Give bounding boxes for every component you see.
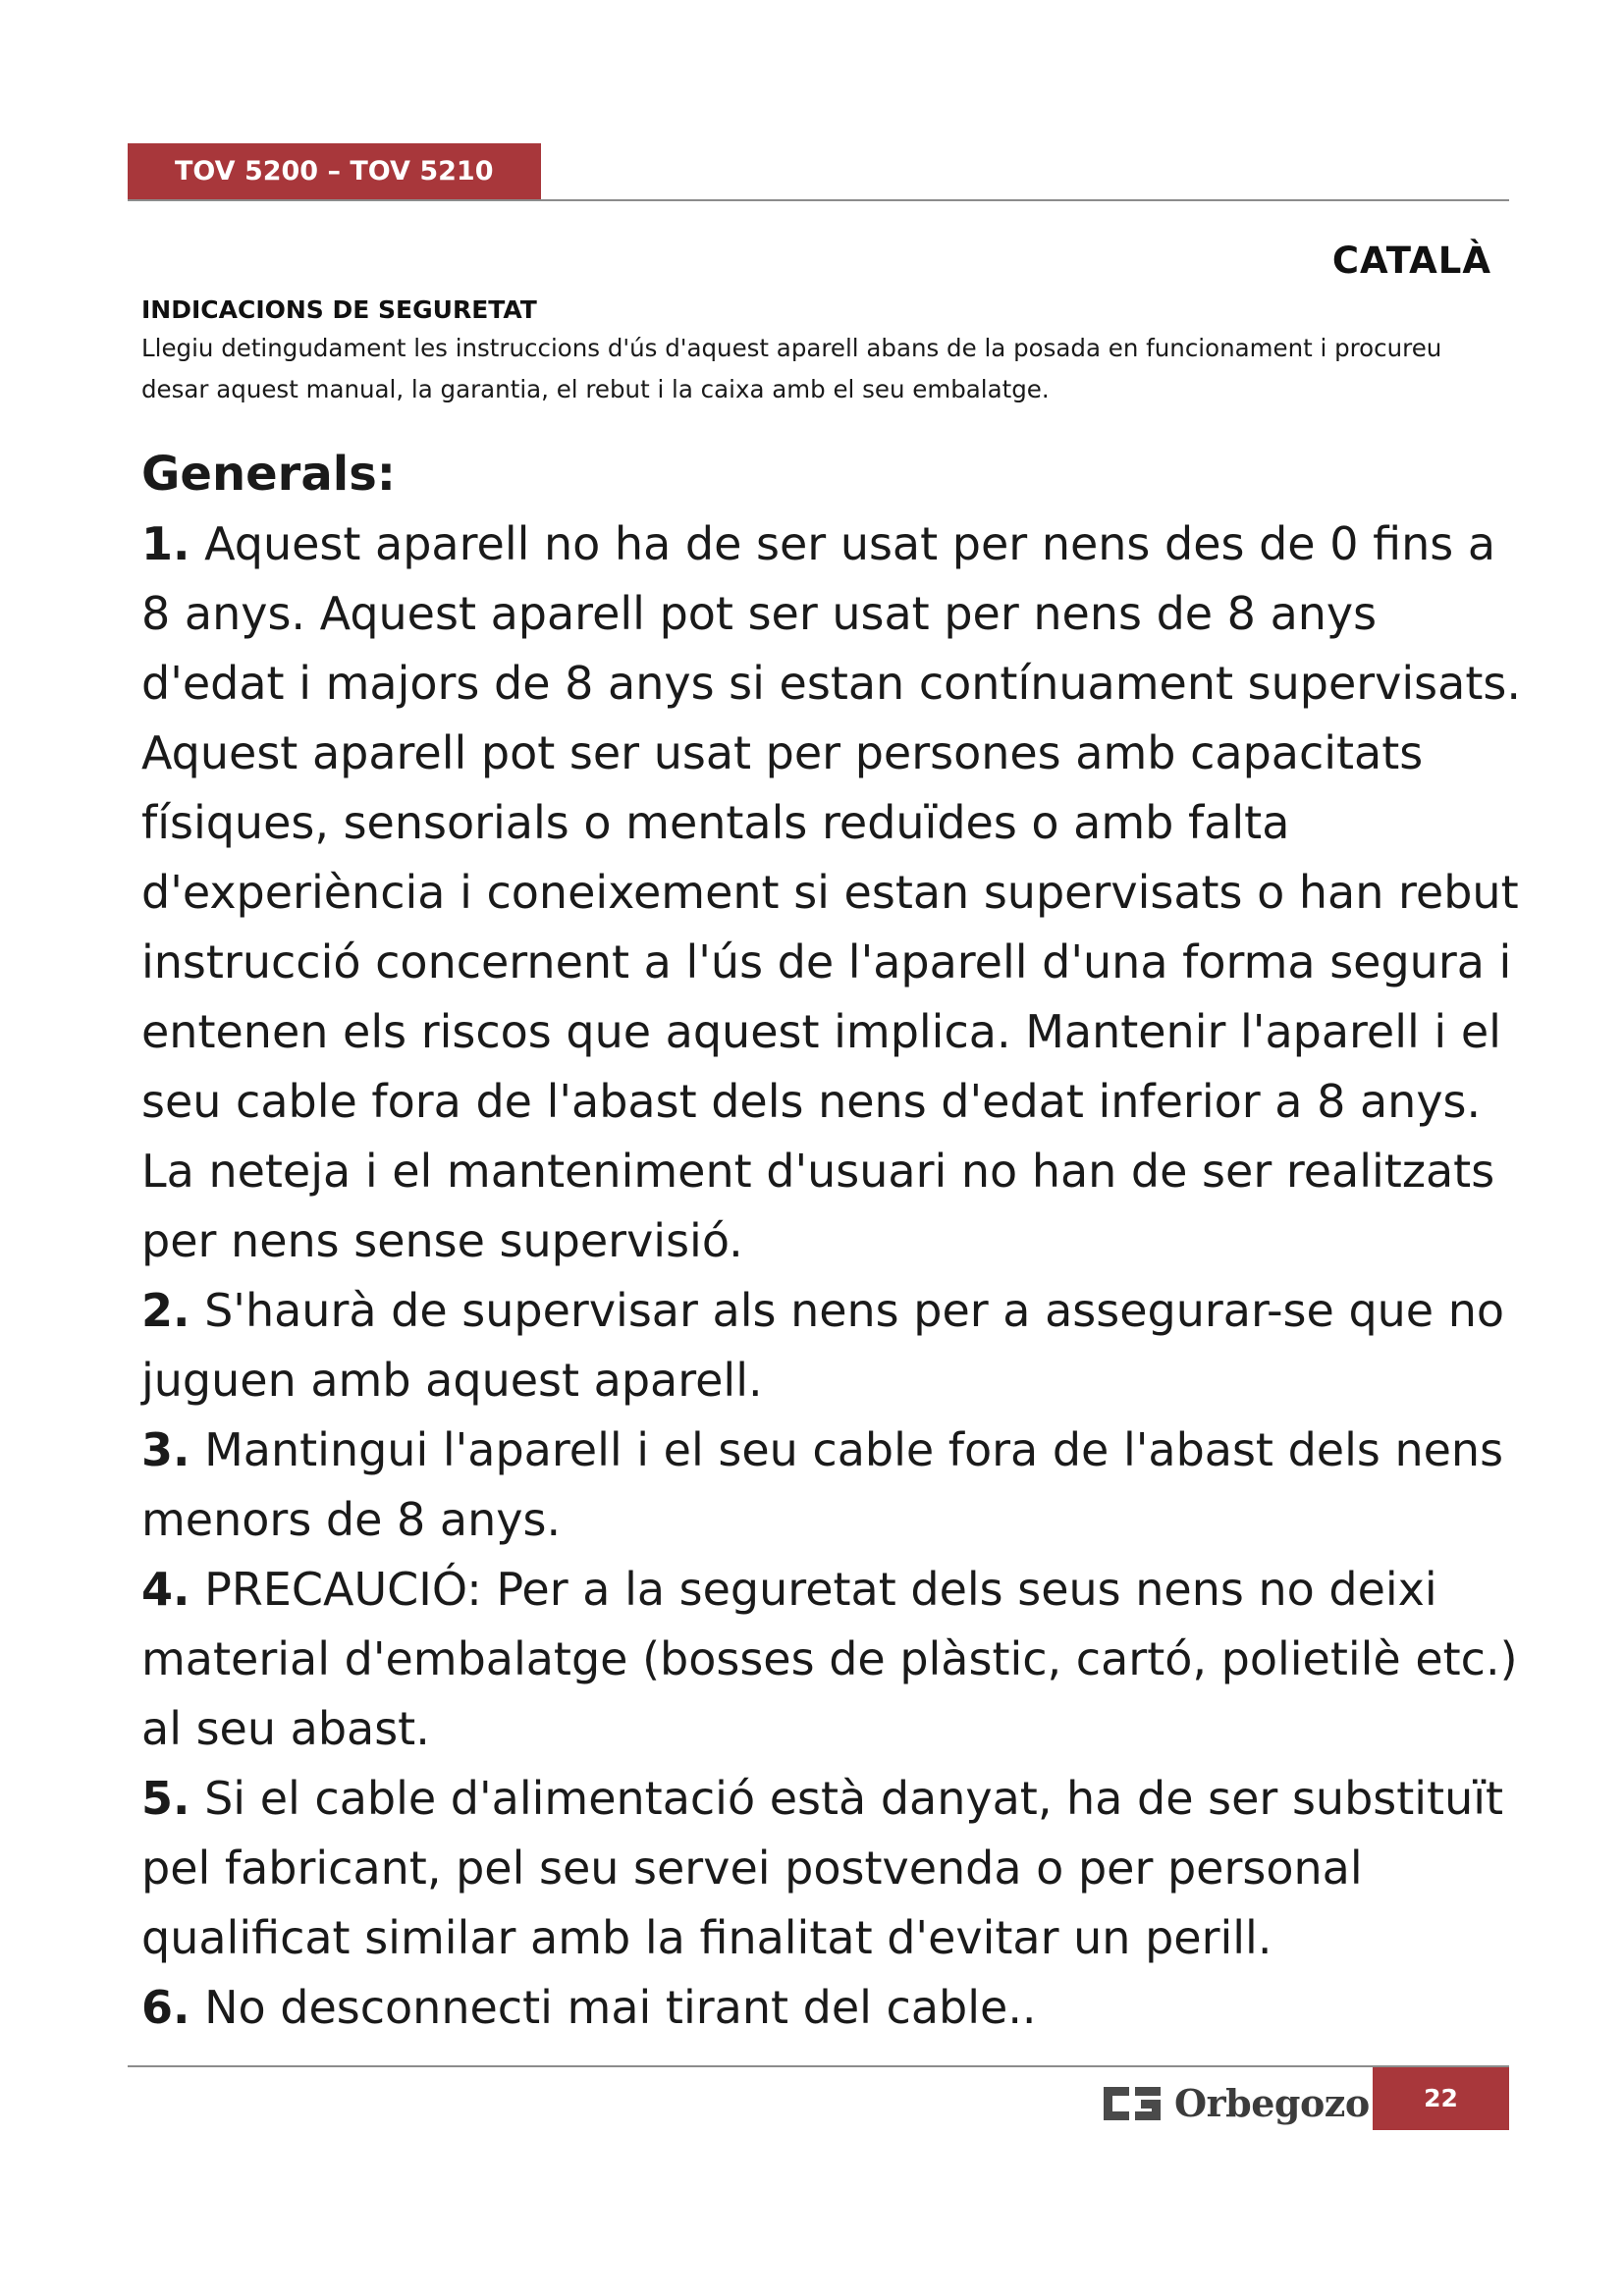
page-number: 22	[1373, 2067, 1509, 2130]
item-text: Aquest aparell no ha de ser usat per nens des de 0 fins a 8 anys. Aquest aparell pot ser usat per nens de 8 anys d'edat i majors de 8 anys si estan contínuament supervisats. Aquest aparell pot ser usat per persones amb capacitats físiques, sensorials o mentals reduïdes o amb falta d'experiència i coneixement si estan supervisats o han rebut instrucció concernent a l'ús de l'aparell d'una forma segura i entenen els riscos que aquest implica. Mantenir l'aparell i el seu cable fora de l'abast dels nens d'edat inferior a 8 anys. La neteja i el manteniment d'usuari no han de ser realitzats per nens sense supervisió.	[141, 517, 1521, 1267]
item-text: Si el cable d'alimentació està danyat, ha de ser substituït pel fabricant, pel seu servei postvenda o per personal qualificat similar amb la finalitat d'evitar un perill.	[141, 1772, 1504, 1964]
brand-name: Orbegozo	[1174, 2081, 1370, 2125]
cg-logo-icon	[1104, 2087, 1161, 2120]
item-text: S'haurà de supervisar als nens per a assegurar-se que no juguen amb aquest aparell.	[141, 1284, 1505, 1407]
safety-intro: Llegiu detingudament les instruccions d'ús d'aquest aparell abans de la posada en funcionament i procureu desar aquest manual, la garantia, el rebut i la caixa amb el seu embalatge.	[141, 334, 1442, 403]
list-item	[141, 509, 1521, 1276]
footer-divider	[128, 2065, 1509, 2067]
section-title: Generals:	[141, 447, 396, 502]
brand-logo	[1104, 2079, 1370, 2128]
list-item	[141, 1764, 1521, 1973]
list-item	[141, 1415, 1521, 1555]
item-number: 2.	[141, 1284, 190, 1337]
list-item	[141, 1973, 1521, 2043]
model-tab: TOV 5200 – TOV 5210	[128, 143, 541, 199]
item-number: 5.	[141, 1772, 190, 1825]
list-item	[141, 1555, 1521, 1764]
header-divider	[128, 199, 1509, 201]
item-number: 1.	[141, 517, 190, 570]
language-label: CATALÀ	[1331, 240, 1491, 282]
general-section	[141, 440, 1521, 2043]
item-text: No desconnecti mai tirant del cable..	[189, 1981, 1037, 2034]
safety-heading: INDICACIONS DE SEGURETAT	[141, 295, 537, 324]
item-number: 3.	[141, 1423, 190, 1476]
item-number: 6.	[141, 1981, 190, 2034]
item-text: Mantingui l'aparell i el seu cable fora de l'abast dels nens menors de 8 anys.	[141, 1423, 1504, 1546]
item-text: PRECAUCIÓ: Per a la seguretat dels seus nens no deixi material d'embalatge (bosses de plàstic, cartó, polietilè etc.) al seu abast.	[141, 1563, 1518, 1755]
list-item	[141, 1276, 1521, 1415]
item-number: 4.	[141, 1563, 190, 1616]
